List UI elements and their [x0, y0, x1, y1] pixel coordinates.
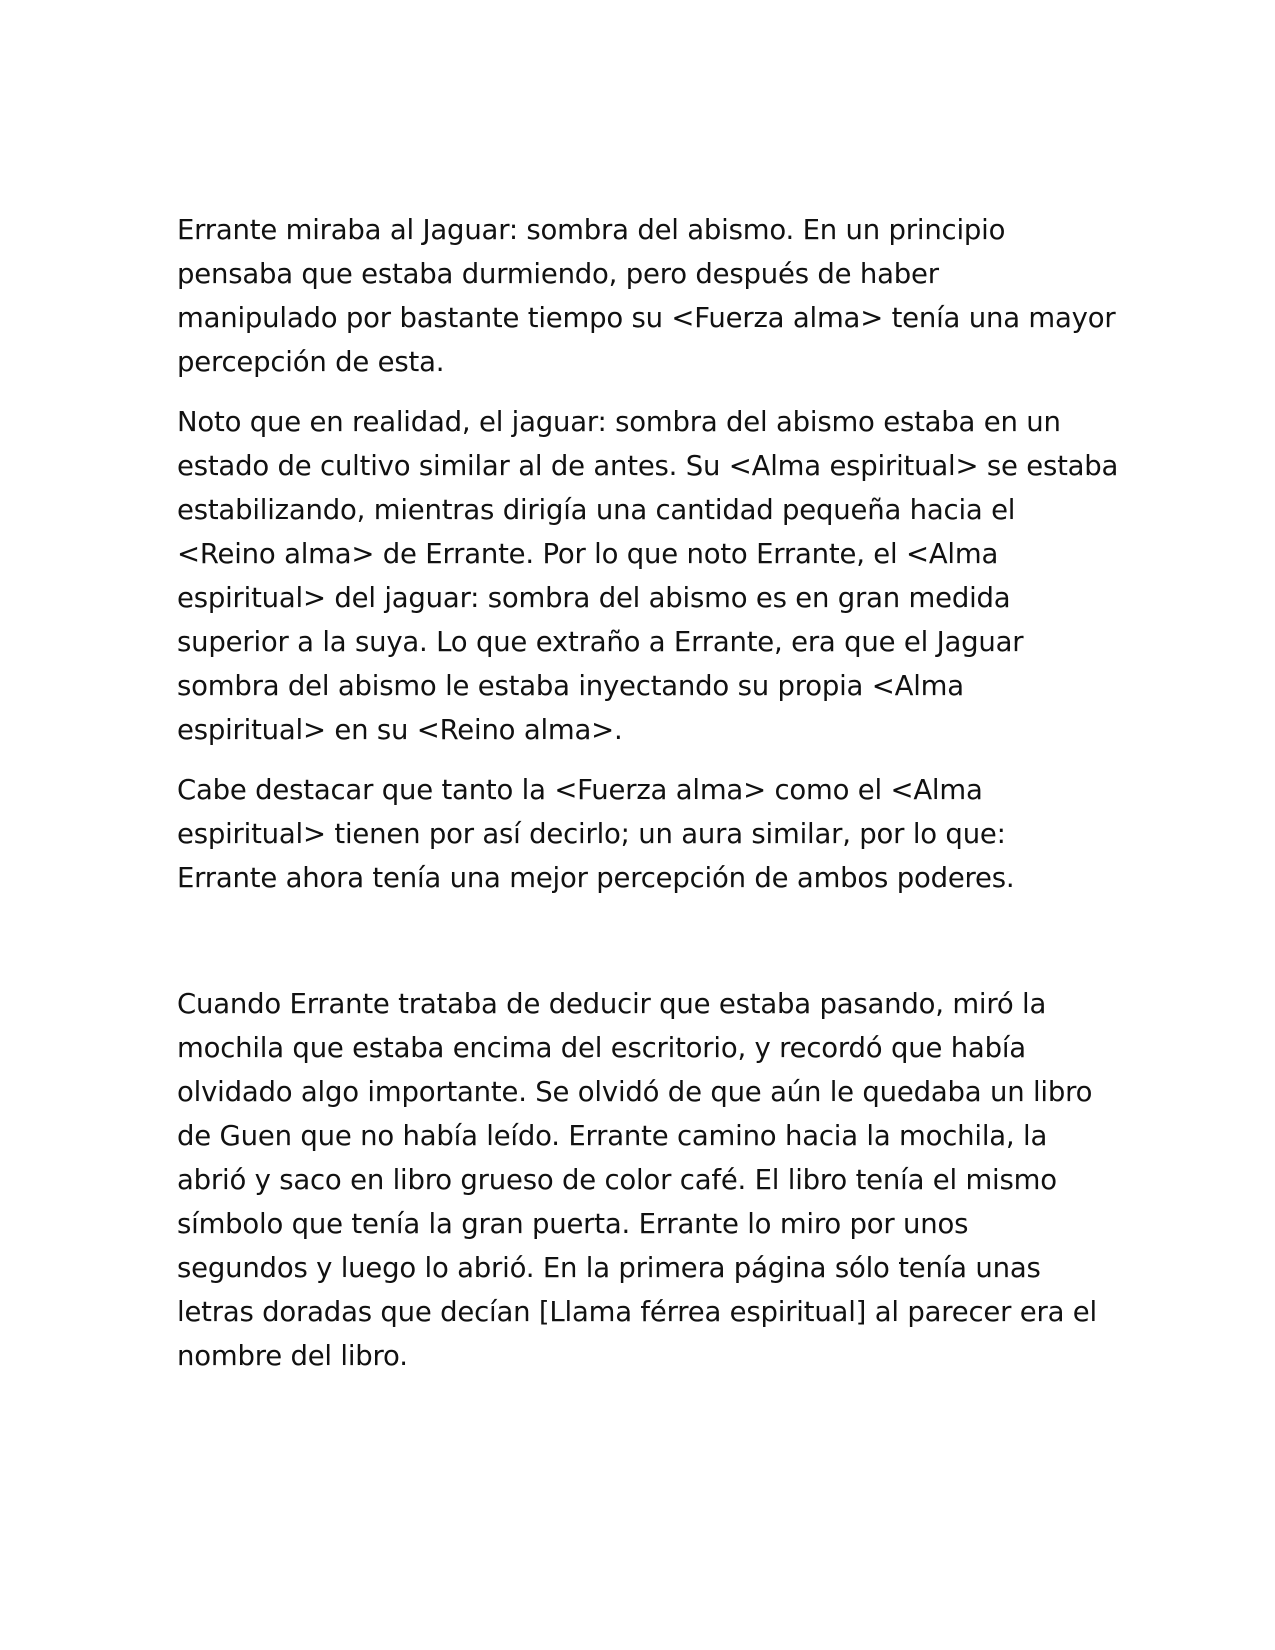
paragraph-line: abrió y saco en libro grueso de color café. El libro tenía el mismo	[177, 1164, 1057, 1196]
paragraph-line: estado de cultivo similar al de antes. Su <Alma espiritual> se estaba	[177, 450, 1119, 482]
paragraph-line: mochila que estaba encima del escritorio, y recordó que había	[177, 1032, 1026, 1064]
paragraph-1	[177, 208, 1116, 384]
paragraph-line: Errante miraba al Jaguar: sombra del abismo. En un principio	[177, 214, 1006, 246]
paragraph-line: símbolo que tenía la gran puerta. Errante lo miro por unos	[177, 1208, 969, 1240]
paragraph-line: pensaba que estaba durmiendo, pero después de haber	[177, 258, 939, 290]
paragraph-line: nombre del libro.	[177, 1340, 408, 1372]
paragraph-line: Cabe destacar que tanto la <Fuerza alma> como el <Alma	[177, 774, 983, 806]
paragraph-line: de Guen que no había leído. Errante camino hacia la mochila, la	[177, 1120, 1048, 1152]
paragraph-line: Cuando Errante trataba de deducir que estaba pasando, miró la	[177, 988, 1047, 1020]
paragraph-line: sombra del abismo le estaba inyectando su propia <Alma	[177, 670, 964, 702]
paragraph-line: espiritual> del jaguar: sombra del abismo es en gran medida	[177, 582, 1011, 614]
paragraph-line: estabilizando, mientras dirigía una cantidad pequeña hacia el	[177, 494, 1016, 526]
paragraph-line: segundos y luego lo abrió. En la primera página sólo tenía unas	[177, 1252, 1041, 1284]
paragraph-line: Noto que en realidad, el jaguar: sombra del abismo estaba en un	[177, 406, 1061, 438]
paragraph-line: manipulado por bastante tiempo su <Fuerza alma> tenía una mayor	[177, 302, 1116, 334]
paragraph-line: <Reino alma> de Errante. Por lo que noto Errante, el <Alma	[177, 538, 999, 570]
paragraph-line: espiritual> tienen por así decirlo; un aura similar, por lo que:	[177, 818, 1006, 850]
paragraph-line: espiritual> en su <Reino alma>.	[177, 714, 623, 746]
paragraph-line: Errante ahora tenía una mejor percepción de ambos poderes.	[177, 862, 1015, 894]
paragraph-line: olvidado algo importante. Se olvidó de que aún le quedaba un libro	[177, 1076, 1093, 1108]
paragraph-line: letras doradas que decían [Llama férrea espiritual] al parecer era el	[177, 1296, 1097, 1328]
paragraph-line: superior a la suya. Lo que extraño a Errante, era que el Jaguar	[177, 626, 1024, 658]
paragraph-4	[177, 982, 1097, 1378]
paragraph-line: percepción de esta.	[177, 346, 445, 378]
paragraph-2	[177, 400, 1119, 752]
paragraph-3	[177, 768, 1097, 900]
